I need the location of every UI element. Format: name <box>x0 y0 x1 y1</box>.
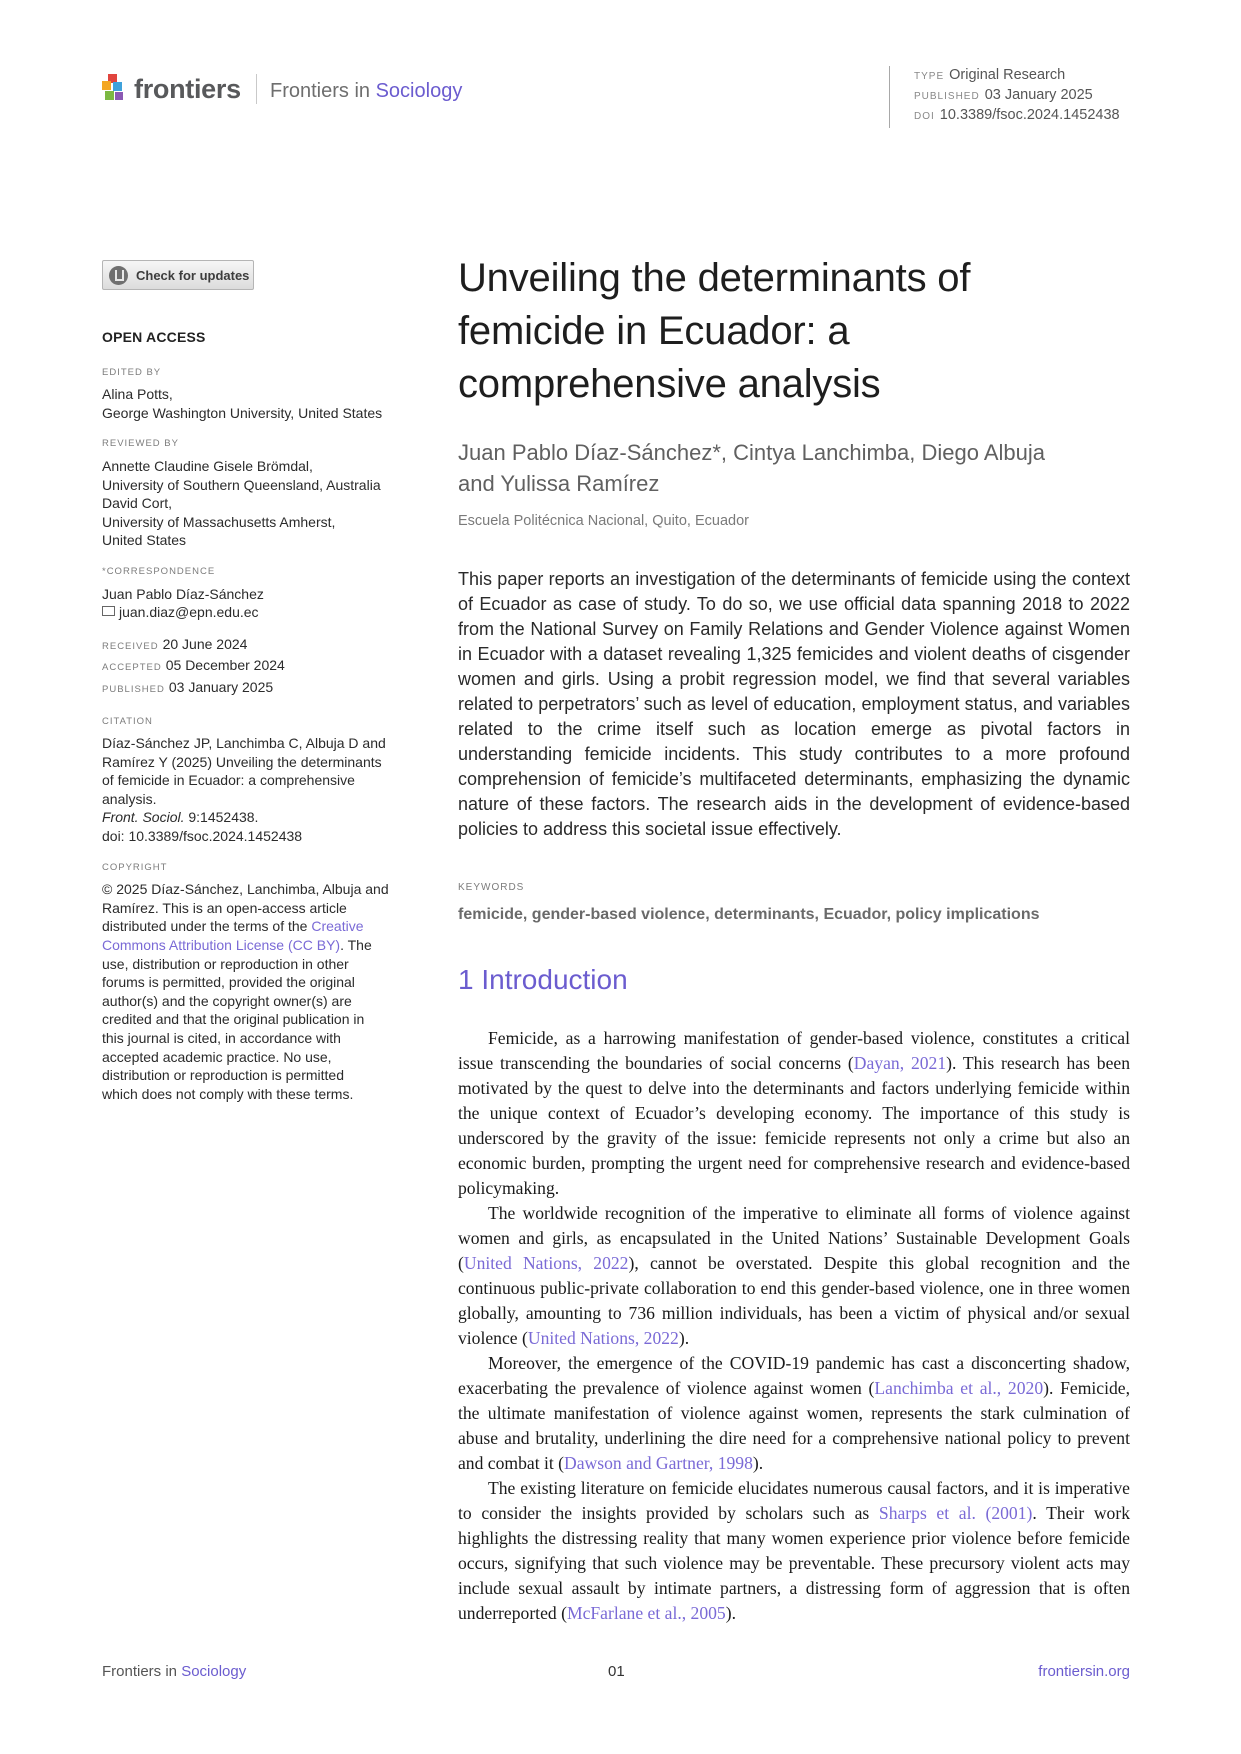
article-main <box>458 252 1130 1626</box>
author-list: Juan Pablo Díaz-Sánchez*, Cintya Lanchimba, Diego Albuja and Yulissa Ramírez <box>458 440 1046 496</box>
paragraph: The worldwide recognition of the imperative to eliminate all forms of violence against women and girls, as encapsulated in the United Nations’ Sustainable Development Goals (United Nations, 2022), cannot be overstated. Despite this global recognition and the continuous public-private collaboration to end this gender-based violence, one in three women globally, amounting to 736 million individuals, has been a victim of physical and/or sexual violence (United Nations, 2022). <box>458 1203 1130 1348</box>
citation-link[interactable]: United Nations, 2022 <box>463 1253 629 1273</box>
meta-published: PUBLISHED 03 January 2025 <box>914 87 1093 103</box>
citation-doi[interactable]: doi: 10.3389/fsoc.2024.1452438 <box>102 828 303 845</box>
citation-link[interactable]: Dawson and Gartner, 1998 <box>564 1453 753 1473</box>
header-divider <box>256 74 257 104</box>
citation: CITATION Díaz-Sánchez JP, Lanchimba C, Albuja D and Ramírez Y (2025) Unveiling the determinants of femicide in Ecuador: a comprehensive analysis. Front. Sociol. 9:1452438. doi: 10.3389/fsoc.2024.1452438 <box>102 713 412 846</box>
abstract: This paper reports an investigation of the determinants of femicide using the context of Ecuador as case of study. To do so, we use official data spanning 2018 to 2022 from the National Survey on Family Relations and Gender Violence against Women in Ecuador with a dataset revealing 1,325 femicides and violent deaths of cisgender women and girls. Using a probit regression model, we find that several variables related to perpetrators’ such as level of education, employment status, and variables related to the crime itself such as location emerge as pivotal factors in understanding femicide incidents. This study contributes to a more profound comprehension of femicide’s multifaceted determinants, emphasizing the dynamic nature of these factors. The research aids in the development of evidence-based policies to address this societal issue effectively. <box>458 569 1130 839</box>
page-number: 01 <box>608 1663 625 1680</box>
article-title: Unveiling the determinants of femicide in Ecuador: a comprehensive analysis <box>458 256 971 406</box>
sidebar <box>102 328 412 1116</box>
paragraph: Moreover, the emergence of the COVID-19 pandemic has cast a disconcerting shadow, exacerbating the prevalence of violence against women (Lanchimba et al., 2020). Femicide, the ultimate manifestation of violence against women, represents the stark culmination of abuse and brutality, underlining the dire need for a comprehensive national policy to prevent and combat it (Dawson and Gartner, 1998). <box>458 1353 1130 1473</box>
footer-journal: Frontiers in Sociology <box>102 1663 247 1680</box>
citation-link[interactable]: United Nations, 2022 <box>527 1328 679 1348</box>
paragraph: Femicide, as a harrowing manifestation of gender-based violence, constitutes a critical issue transcending the boundaries of social concerns (Dayan, 2021). This research has been motivated by the quest to delve into the determinants and factors underlying femicide within the unique context of Ecuador’s developing economy. The importance of this study is underscored by the gravity of the issue: femicide represents not only a crime but also an economic burden, prompting the urgent need for comprehensive research and evidence-based policymaking. <box>458 1028 1131 1198</box>
email-link[interactable]: juan.diaz@epn.edu.ec <box>119 604 259 621</box>
logo-wordmark: frontiers <box>134 73 241 104</box>
keywords-label: KEYWORDS <box>458 882 525 893</box>
edited-by: EDITED BY Alina Potts, George Washington University, United States <box>102 366 383 421</box>
copyright: COPYRIGHT © 2025 Díaz-Sánchez, Lanchimba, Albuja and Ramírez. This is an open-access article distributed under the terms of the Creative Commons Attribution License (CC BY). The use, distribution or reproduction in other forums is permitted, provided the original author(s) and the copyright owner(s) are credited and that the original publication in this journal is cited, in accordance with accepted academic practice. No use, distribution or reproduction is permitted which does not comply with these terms. <box>102 861 389 1102</box>
body-text <box>458 1026 1130 1626</box>
journal-name[interactable]: Frontiers in Sociology <box>270 80 463 102</box>
check-for-updates-button[interactable]: Check for updates <box>102 260 254 290</box>
open-access-label: OPEN ACCESS <box>102 329 206 345</box>
citation-link[interactable]: Sharps et al. (2001) <box>878 1503 1033 1523</box>
article-meta <box>889 66 1120 128</box>
license-link-cont[interactable]: Commons Attribution License (CC BY) <box>102 937 341 954</box>
frontiers-logo-icon <box>102 74 128 104</box>
license-link[interactable]: Creative <box>311 918 364 935</box>
paragraph: The existing literature on femicide elucidates numerous causal factors, and it is imperative to consider the insights provided by scholars such as Sharps et al. (2001). Their work highlights the distressing reality that many women experience prior violence before femicide occurs, signifying that such violence may be preventable. These precursory violent acts may include sexual assault by intimate partners, a distressing form of aggression that is often underreported (McFarlane et al., 2005). <box>458 1478 1130 1623</box>
keywords: femicide, gender-based violence, determinants, Ecuador, policy implications <box>458 906 1040 923</box>
meta-doi: DOI 10.3389/fsoc.2024.1452438 <box>914 107 1120 123</box>
affiliation: Escuela Politécnica Nacional, Quito, Ecuador <box>458 513 749 529</box>
bookmark-check-icon <box>109 266 128 285</box>
section-heading: 1 Introduction <box>458 964 628 995</box>
frontiers-logo[interactable] <box>102 72 241 106</box>
citation-link[interactable]: Dayan, 2021 <box>853 1053 947 1073</box>
envelope-icon <box>102 606 115 616</box>
dates: RECEIVED 20 June 2024 ACCEPTED 05 December 2024 PUBLISHED 03 January 2025 <box>102 635 285 695</box>
citation-link[interactable]: Lanchimba et al., 2020 <box>874 1378 1044 1398</box>
meta-type: TYPE Original Research <box>914 67 1066 83</box>
doi-link[interactable]: 10.3389/fsoc.2024.1452438 <box>939 107 1120 123</box>
site-link[interactable]: frontiersin.org <box>1038 1663 1130 1680</box>
correspondence: *CORRESPONDENCE Juan Pablo Díaz-Sánchez juan.diaz@epn.edu.ec <box>102 565 264 621</box>
citation-link[interactable]: McFarlane et al., 2005 <box>566 1603 726 1623</box>
reviewed-by: REVIEWED BY Annette Claudine Gisele Brömdal, University of Southern Queensland, Australia David Cort, University of Massachusetts Amherst, United States <box>102 438 381 549</box>
